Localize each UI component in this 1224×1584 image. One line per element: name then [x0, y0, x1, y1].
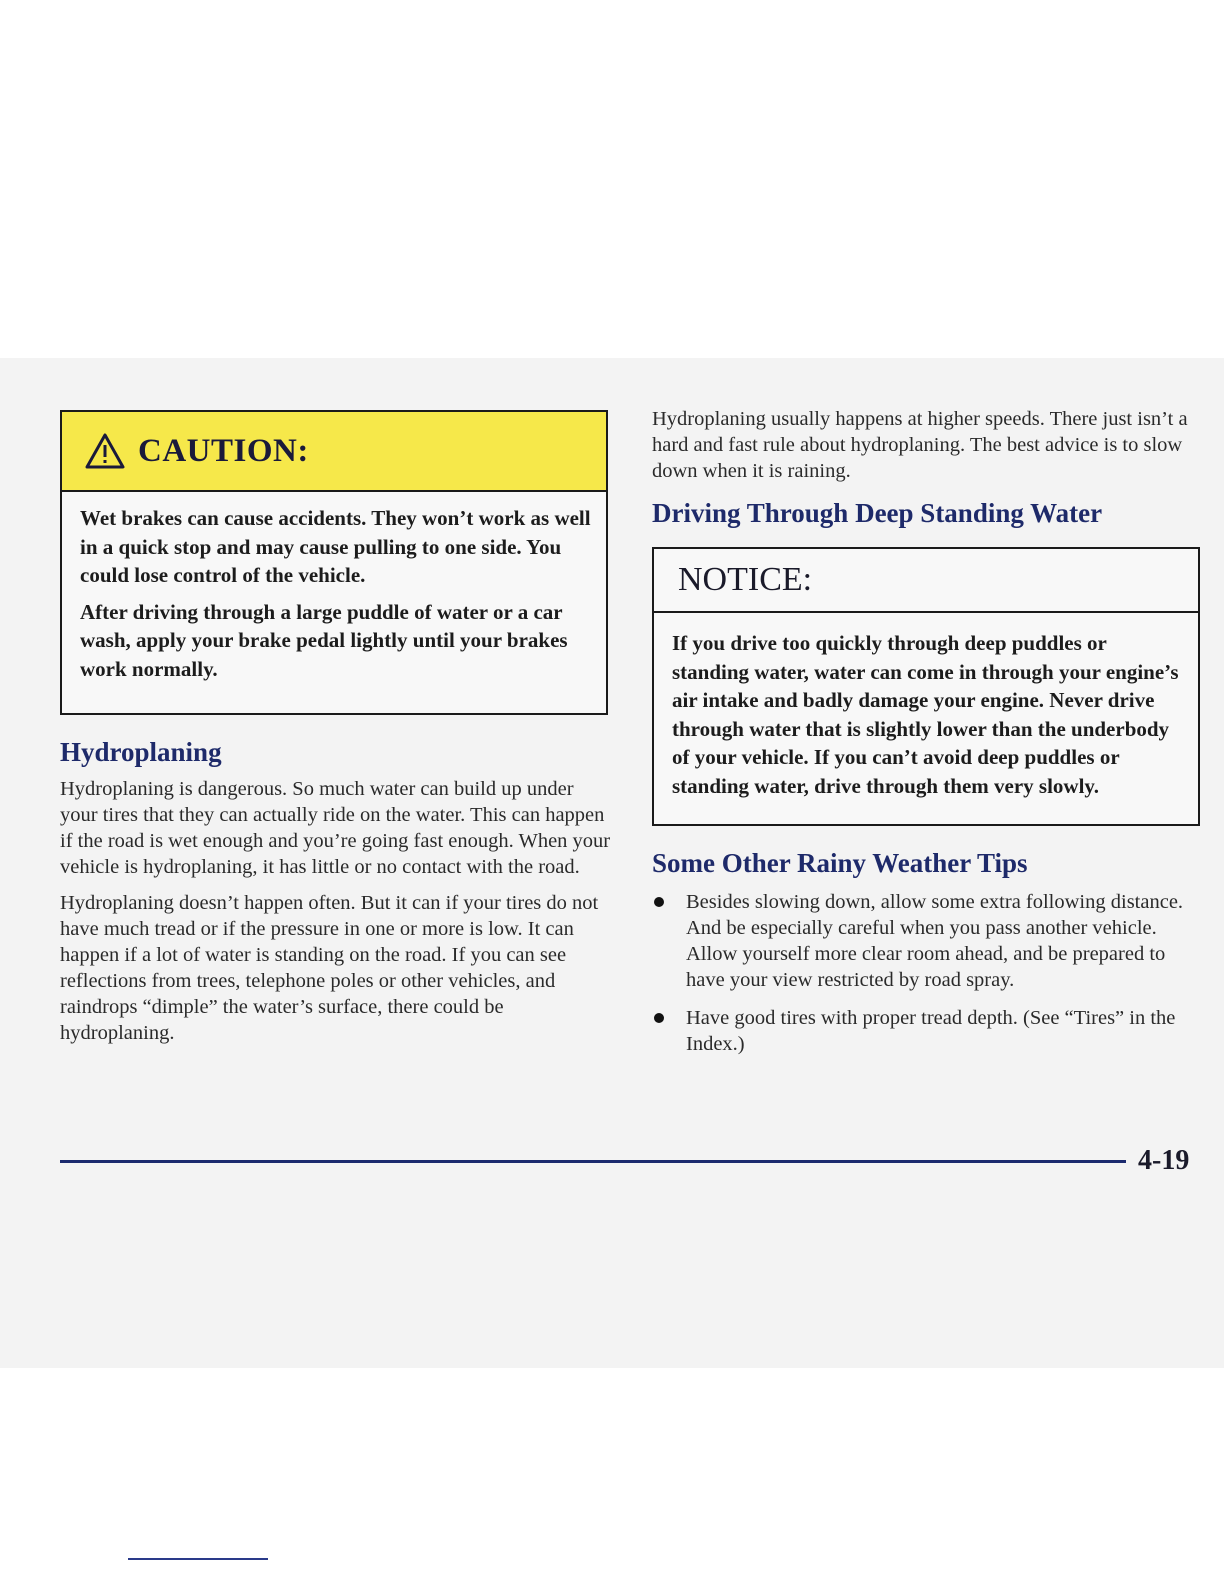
bullet-icon — [654, 897, 664, 907]
notice-paragraph: If you drive too quickly through deep puddles or standing water, water can come in through your engine’s air intake and badly damage your engine. Never drive through water that is slightly lower than the underbody of your vehicle. If you can’t avoid deep puddles or standing water, drive through them very slowly. — [672, 631, 1179, 798]
caution-header — [62, 412, 606, 492]
page-number: 4-19 — [1138, 1145, 1190, 1176]
caution-box — [60, 410, 608, 715]
list-item — [652, 889, 1200, 993]
hydroplaning-advice-paragraph: Hydroplaning usually happens at higher speeds. There just isn’t a hard and fast rule about hydroplaning. The best advice is to slow down when it is raining. — [652, 408, 1188, 482]
left-column — [60, 410, 612, 1056]
bottom-mark — [128, 1558, 268, 1560]
list-item — [652, 1005, 1200, 1057]
bullet-icon — [654, 1013, 664, 1023]
notice-body — [654, 613, 1198, 824]
notice-box — [652, 547, 1200, 826]
warning-triangle-icon — [84, 432, 126, 470]
rainy-tips-heading: Some Other Rainy Weather Tips — [652, 848, 1028, 878]
caution-paragraph: After driving through a large puddle of water or a car wash, apply your brake pedal lightly until your brakes work normally. — [80, 599, 568, 681]
deep-water-heading: Driving Through Deep Standing Water — [652, 498, 1103, 528]
rainy-tips-list — [652, 889, 1200, 1057]
caution-paragraph: Wet brakes can cause accidents. They won’t work as well in a quick stop and may cause pulling to one side. You could lose control of the vehicle. — [80, 506, 591, 587]
right-column — [652, 406, 1200, 1069]
list-item-text: Have good tires with proper tread depth. (See “Tires” in the Index.) — [686, 1007, 1176, 1055]
caution-body — [62, 492, 606, 713]
notice-header — [654, 549, 1198, 613]
footer-rule — [60, 1160, 1126, 1163]
hydroplaning-heading: Hydroplaning — [60, 737, 222, 767]
notice-title: NOTICE: — [678, 561, 813, 598]
hydroplaning-paragraph: Hydroplaning is dangerous. So much water can build up under your tires that they can actually ride on the water. This can happen if the road is wet enough and you’re going fast enough. When your vehicle is hydroplaning, it has little or no contact with the road. — [60, 778, 611, 878]
list-item-text: Besides slowing down, allow some extra following distance. And be especially careful when you pass another vehicle. Allow yourself more clear room ahead, and be prepared to have your view restricted by road spray. — [686, 891, 1184, 991]
hydroplaning-paragraph: Hydroplaning doesn’t happen often. But it can if your tires do not have much tread or if the pressure in one or more is low. It can happen if a lot of water is standing on the road. If you can see reflections from trees, telephone poles or other vehicles, and raindrops “dimple” the water’s surface, there could be hydroplaning. — [60, 892, 599, 1044]
caution-title: CAUTION: — [138, 432, 309, 469]
